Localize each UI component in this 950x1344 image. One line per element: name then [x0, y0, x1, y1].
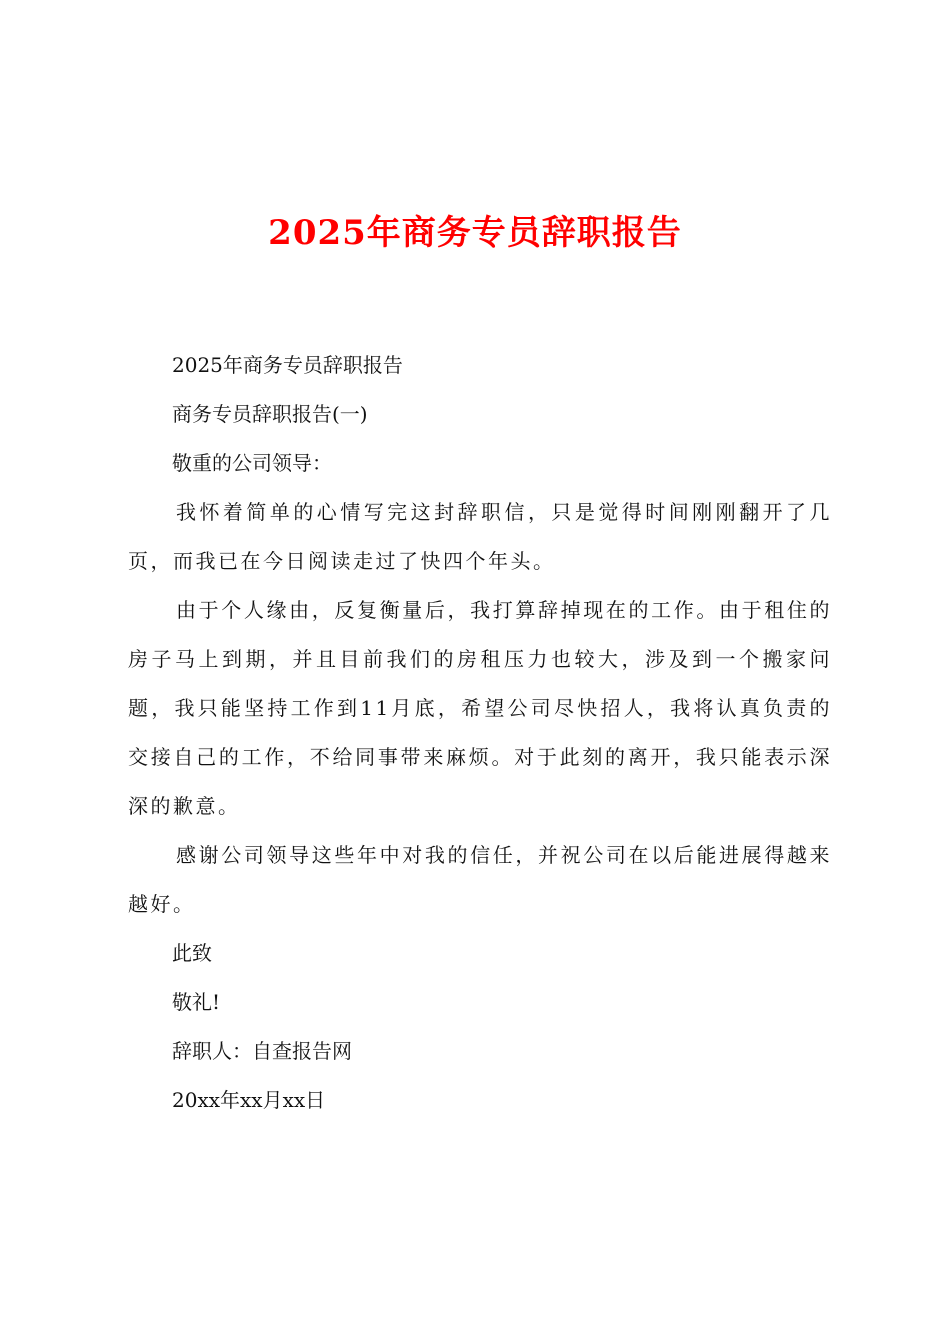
- closing-line-1: 此致: [172, 941, 212, 965]
- salutation: 敬重的公司领导：: [172, 451, 332, 475]
- document-title: 2025年商务专员辞职报告: [268, 213, 682, 253]
- document-body: [128, 341, 832, 1125]
- paragraph-1: 我怀着简单的心情写完这封辞职信，只是觉得时间刚刚翻开了几页，而我已在今日阅读走过了快四个年头。: [128, 500, 832, 573]
- paragraph-3: 感谢公司领导这些年中对我的信任，并祝公司在以后能进展得越来越好。: [128, 843, 832, 916]
- signature-line: 辞职人：自查报告网: [172, 1039, 352, 1063]
- closing-line-2: 敬礼!: [172, 990, 221, 1014]
- paragraph-2: 由于个人缘由，反复衡量后，我打算辞掉现在的工作。由于租住的房子马上到期，并且目前我们的房租压力也较大，涉及到一个搬家问题，我只能坚持工作到11月底，希望公司尽快招人，我将认真负责的交接自己的工作，不给同事带来麻烦。对于此刻的离开，我只能表示深深的歉意。: [128, 598, 832, 818]
- date-line: 20xx年xx月xx日: [172, 1088, 326, 1112]
- subtitle-line: 2025年商务专员辞职报告: [172, 353, 403, 377]
- section-heading: 商务专员辞职报告(一): [172, 402, 368, 426]
